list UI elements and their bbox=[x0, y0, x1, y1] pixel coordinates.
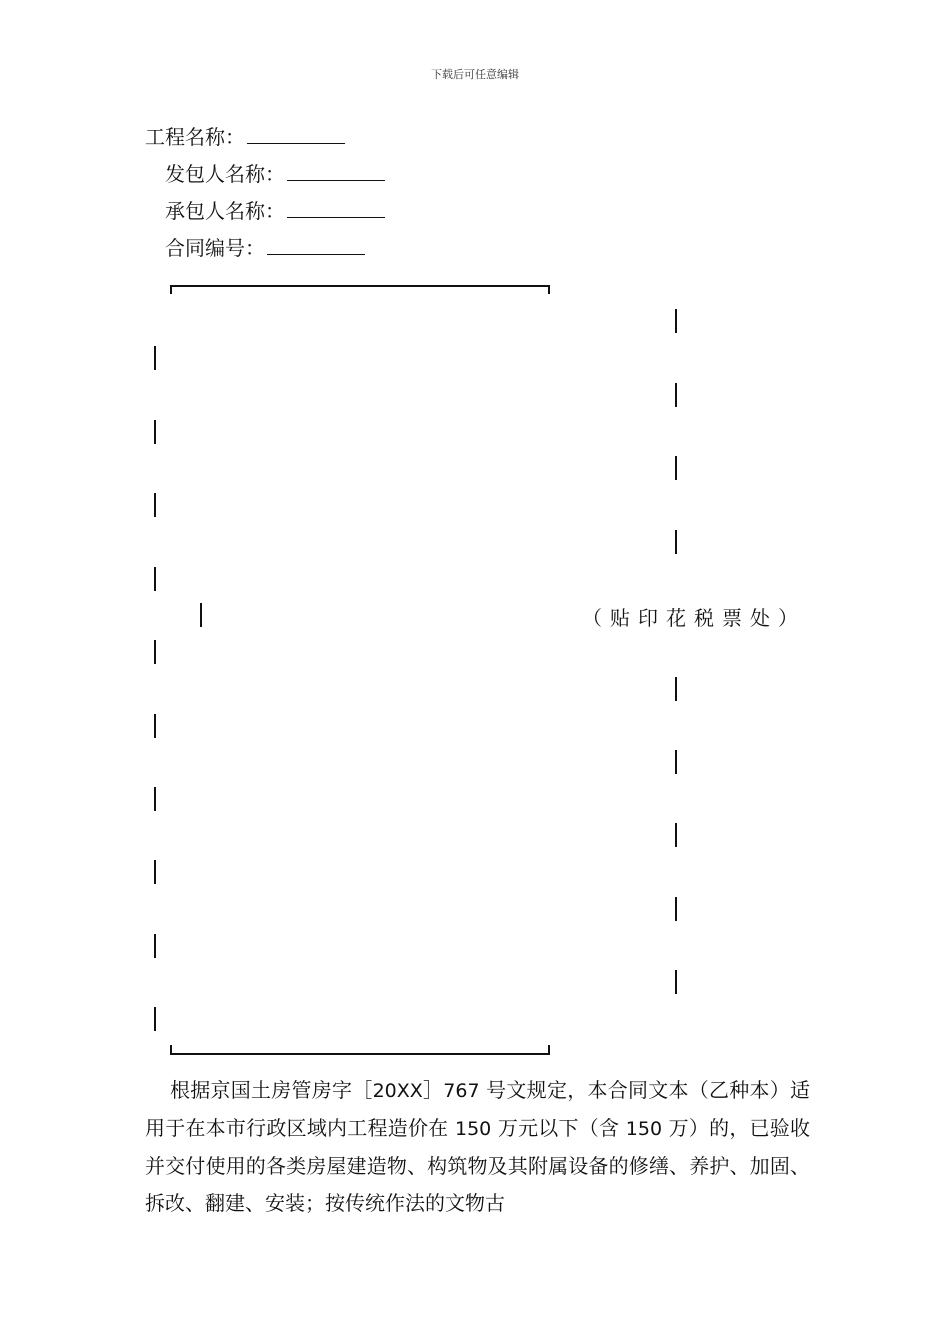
paragraph-number: 767 bbox=[443, 1080, 480, 1102]
stamp-box-bottom-left-corner bbox=[170, 1045, 172, 1054]
stamp-box-left-bar bbox=[154, 640, 156, 664]
paragraph-text: 号文规定，本合同文本（乙种本）适用于在本市行政区域内工程造价在 bbox=[145, 1078, 811, 1140]
paragraph-text: 万）的，已验收并交付使用的各类房屋建造物、构筑物及其附属设备的修缮、养护、加固、拆改、翻建、安装；按传统作法的文物古 bbox=[145, 1116, 811, 1215]
stamp-box-left-bar bbox=[154, 714, 156, 738]
stamp-box-right-bar bbox=[675, 897, 677, 921]
paragraph-number: 150 bbox=[625, 1118, 663, 1140]
contract-number-label: 合同编号： bbox=[165, 236, 265, 260]
stamp-box-top-right-corner bbox=[548, 285, 550, 294]
project-name-field bbox=[145, 124, 345, 150]
page-header-note: 下载后可任意编辑 bbox=[431, 68, 519, 81]
contractor-name-blank[interactable] bbox=[287, 199, 385, 218]
stamp-box-top-border bbox=[170, 285, 550, 287]
stamp-box-right-bar bbox=[675, 970, 677, 994]
stamp-box-bottom-border bbox=[170, 1053, 550, 1055]
stamp-area-label: （贴印花税票处） bbox=[582, 606, 806, 630]
project-name-label: 工程名称： bbox=[145, 125, 245, 149]
paragraph-number: 150 bbox=[455, 1118, 492, 1140]
stamp-box-right-bar bbox=[675, 456, 677, 480]
paragraph-text: 根据京国土房管房字［ bbox=[170, 1078, 373, 1102]
stamp-box-left-bar bbox=[154, 420, 156, 444]
stamp-box-left-bar bbox=[154, 346, 156, 370]
contractor-name-field bbox=[165, 198, 385, 224]
stamp-box-left-bar bbox=[154, 493, 156, 517]
stamp-box-right-bar bbox=[675, 530, 677, 554]
employer-name-label: 发包人名称： bbox=[165, 162, 285, 186]
contract-number-blank[interactable] bbox=[267, 236, 365, 255]
stamp-box-left-bar bbox=[154, 860, 156, 884]
stamp-box-right-bar bbox=[675, 750, 677, 774]
paragraph-text: 万元以下（含 bbox=[491, 1116, 626, 1140]
stamp-box-top-left-corner bbox=[170, 285, 172, 294]
stamp-box-left-bar bbox=[154, 1007, 156, 1031]
stamp-box-left-bar bbox=[200, 603, 202, 627]
stamp-box-bottom-right-corner bbox=[548, 1045, 550, 1054]
stamp-box-right-bar bbox=[675, 383, 677, 407]
stamp-box-left-bar bbox=[154, 567, 156, 591]
paragraph-number: 20XX bbox=[372, 1080, 423, 1102]
contractor-name-label: 承包人名称： bbox=[165, 199, 285, 223]
employer-name-field bbox=[165, 161, 385, 187]
body-paragraph bbox=[145, 1072, 810, 1222]
employer-name-blank[interactable] bbox=[287, 162, 385, 181]
paragraph-text: ］ bbox=[422, 1078, 444, 1102]
stamp-box-right-bar bbox=[675, 677, 677, 701]
stamp-box-left-bar bbox=[154, 934, 156, 958]
contract-number-field bbox=[165, 235, 365, 261]
project-name-blank[interactable] bbox=[247, 125, 345, 144]
stamp-box-left-bar bbox=[154, 787, 156, 811]
stamp-box-right-bar bbox=[675, 823, 677, 847]
stamp-box-right-bar bbox=[675, 309, 677, 333]
